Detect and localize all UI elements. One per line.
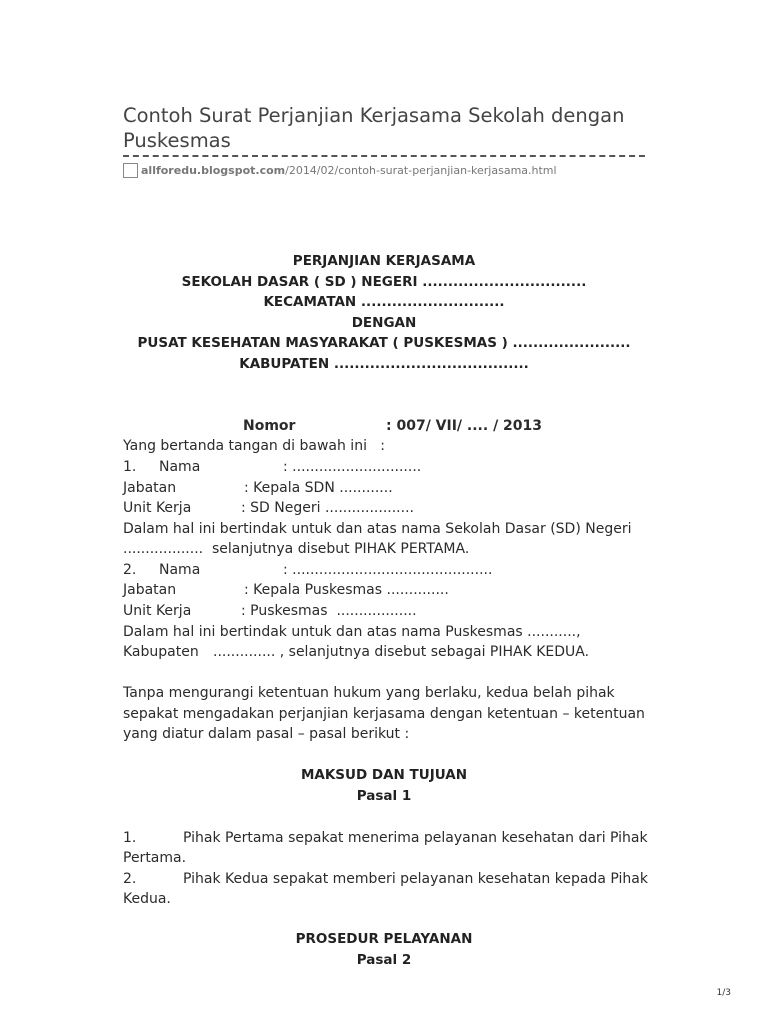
paragraph-line-3: yang diatur dalam pasal – pasal berikut : bbox=[123, 726, 410, 742]
heading-line-3: KECAMATAN ............................ bbox=[263, 294, 505, 310]
party2-unit-label: Unit Kerja bbox=[123, 603, 192, 619]
party1-unit-value: : SD Negeri .................... bbox=[241, 500, 414, 516]
party2-nama-value: : ............................................. bbox=[283, 562, 493, 578]
source-path: /2014/02/contoh-surat-perjanjian-kerjasama.html bbox=[285, 163, 557, 177]
section1-item2-text: Pihak Kedua sepakat memberi pelayanan kesehatan kepada Pihak bbox=[183, 871, 648, 887]
heading-line-6: KABUPATEN ...................................... bbox=[239, 356, 529, 372]
section2-pasal: Pasal 2 bbox=[356, 952, 412, 968]
section1-item2-num: 2. bbox=[123, 871, 137, 887]
party2-jabatan-value: : Kepala Puskesmas .............. bbox=[244, 582, 449, 598]
party2-nama-label: Nama bbox=[159, 562, 201, 578]
section2-title: PROSEDUR PELAYANAN bbox=[295, 931, 473, 947]
section1-pasal: Pasal 1 bbox=[356, 788, 412, 804]
paragraph-line-1: Tanpa mengurangi ketentuan hukum yang berlaku, kedua belah pihak bbox=[123, 685, 615, 701]
party1-jabatan-value: : Kepala SDN ............ bbox=[244, 480, 393, 496]
party2-unit-value: : Puskesmas .................. bbox=[241, 603, 417, 619]
paragraph-line-2: sepakat mengadakan perjanjian kerjasama dengan ketentuan – ketentuan bbox=[123, 706, 645, 722]
page-title: Contoh Surat Perjanjian Kerjasama Sekolah dengan Puskesmas bbox=[123, 104, 625, 152]
party2-desc-2a: Kabupaten bbox=[123, 644, 199, 660]
party1-jabatan-label: Jabatan bbox=[123, 480, 177, 496]
party2-desc-1: Dalam hal ini bertindak untuk dan atas nama Puskesmas ..........., bbox=[123, 624, 581, 640]
favicon-icon bbox=[123, 163, 138, 178]
section1-item1-text: Pihak Pertama sepakat menerima pelayanan kesehatan dari Pihak bbox=[183, 830, 648, 846]
nomor-label: Nomor bbox=[243, 418, 296, 434]
party1-num: 1. bbox=[123, 459, 137, 475]
party2-num: 2. bbox=[123, 562, 137, 578]
party1-desc-1: Dalam hal ini bertindak untuk dan atas nama Sekolah Dasar (SD) Negeri bbox=[123, 521, 632, 537]
party1-desc-2: .................. selanjutnya disebut PIHAK PERTAMA. bbox=[123, 541, 470, 557]
heading-line-5: PUSAT KESEHATAN MASYARAKAT ( PUSKESMAS ) ....................... bbox=[137, 335, 631, 351]
section1-item1-cont: Pertama. bbox=[123, 850, 187, 866]
section1-item2-cont: Kedua. bbox=[123, 891, 171, 907]
source-domain: allforedu.blogspot.com bbox=[141, 163, 286, 177]
party2-desc-2b: .............. , selanjutnya disebut sebagai PIHAK KEDUA. bbox=[213, 644, 590, 660]
party1-unit-label: Unit Kerja bbox=[123, 500, 192, 516]
source-link[interactable] bbox=[123, 161, 557, 179]
party1-nama-label: Nama bbox=[159, 459, 201, 475]
title-divider bbox=[123, 155, 645, 157]
nomor-value: : 007/ VII/ .... / 2013 bbox=[386, 418, 543, 434]
heading-line-4: DENGAN bbox=[351, 315, 417, 331]
intro-line: Yang bertanda tangan di bawah ini : bbox=[123, 438, 386, 454]
section1-item1-num: 1. bbox=[123, 830, 137, 846]
party2-jabatan-label: Jabatan bbox=[123, 582, 177, 598]
heading-line-1: PERJANJIAN KERJASAMA bbox=[292, 253, 476, 269]
page-number: 1/3 bbox=[716, 988, 731, 998]
section1-title: MAKSUD DAN TUJUAN bbox=[300, 767, 468, 783]
heading-line-2: SEKOLAH DASAR ( SD ) NEGERI ................................ bbox=[181, 274, 587, 290]
party1-nama-value: : ............................. bbox=[283, 459, 422, 475]
